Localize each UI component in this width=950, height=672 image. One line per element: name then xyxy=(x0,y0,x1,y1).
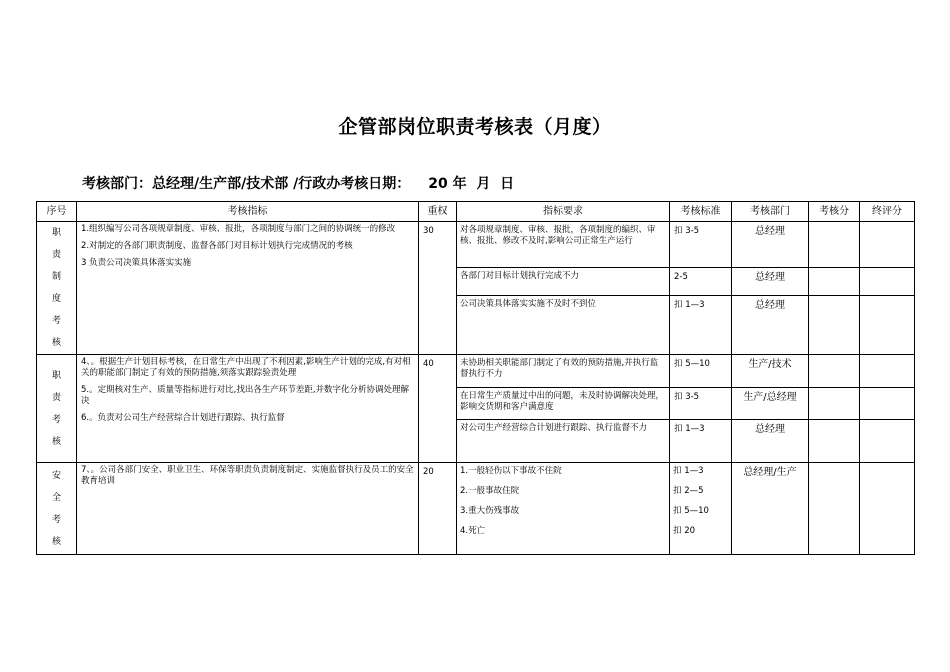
dept-cell: 总经理 xyxy=(732,420,809,463)
requirement-cell: 在日常生产质量过中出的问题，未及时协调解决处理，影响交货期和客户满意度 xyxy=(457,388,670,420)
month-label: 月 xyxy=(476,176,491,192)
requirement-cell: 公司决策具体落实实施不及时不到位 xyxy=(457,296,670,355)
standard-cell: 扣 5—10 xyxy=(670,355,732,388)
final-score-cell[interactable] xyxy=(860,296,915,355)
category-cell: 职 责 考 核 xyxy=(37,355,77,463)
score-cell[interactable] xyxy=(809,388,860,420)
page-title: 企管部岗位职责考核表（月度） xyxy=(338,116,612,138)
score-cell[interactable] xyxy=(809,296,860,355)
requirement-cell: 各部门对目标计划执行完成不力 xyxy=(457,268,670,296)
table-row xyxy=(37,222,915,268)
weight-cell: 20 xyxy=(419,463,457,555)
table-row xyxy=(37,355,915,388)
col-header: 终评分 xyxy=(860,202,915,222)
col-header: 考核指标 xyxy=(77,202,419,222)
score-cell[interactable] xyxy=(809,463,860,555)
col-header: 序号 xyxy=(37,202,77,222)
dept-cell: 总经理 xyxy=(732,222,809,268)
indicator-cell: 1.组织编写公司各项规章制度、审核、报批，各项制度与部门之间的协调统一的修改 2.对制定的各部门职责制度、监督各部门对目标计划执行完成情况的考核 3 负责公司决策具体落实实施 xyxy=(77,222,419,355)
dept-cell: 生产/总经理 xyxy=(732,388,809,420)
score-cell[interactable] xyxy=(809,355,860,388)
final-score-cell[interactable] xyxy=(860,420,915,463)
dept-cell: 生产/技术 xyxy=(732,355,809,388)
final-score-cell[interactable] xyxy=(860,388,915,420)
standard-list-cell: 扣 1—3 扣 2—5 扣 5—10 扣 20 xyxy=(670,463,732,555)
indicator-cell: 7、。公司各部门安全、职业卫生、环保等职责负责制度制定、实施监督执行及员工的安全教育培训 xyxy=(77,463,419,555)
standard-cell: 扣 1—3 xyxy=(670,420,732,463)
final-score-cell[interactable] xyxy=(860,355,915,388)
weight-cell: 40 xyxy=(419,355,457,463)
category-cell: 安 全 考 核 xyxy=(37,463,77,555)
requirement-cell: 未协助相关职能部门制定了有效的预防措施,并执行监督执行不力 xyxy=(457,355,670,388)
category-cell: 职 责 制 度 考 核 xyxy=(37,222,77,355)
final-score-cell[interactable] xyxy=(860,222,915,268)
requirement-list-cell: 1.一般轻伤以下事故不住院 2.一般事故住院 3.重大伤残事故 4.死亡 xyxy=(457,463,670,555)
dept-cell: 总经理 xyxy=(732,296,809,355)
dept-cell: 总经理 xyxy=(732,268,809,296)
assessment-table xyxy=(36,201,915,555)
col-header: 考核部门 xyxy=(732,202,809,222)
score-cell[interactable] xyxy=(809,268,860,296)
final-score-cell[interactable] xyxy=(860,463,915,555)
col-header: 考核标准 xyxy=(670,202,732,222)
standard-cell: 扣 3-5 xyxy=(670,222,732,268)
score-cell[interactable] xyxy=(809,420,860,463)
standard-cell: 2-5 xyxy=(670,268,732,296)
col-header: 指标要求 xyxy=(457,202,670,222)
requirement-cell: 对公司生产经营综合计划进行跟踪、执行监督不力 xyxy=(457,420,670,463)
standard-cell: 扣 1—3 xyxy=(670,296,732,355)
table-row xyxy=(37,463,915,555)
dept-cell: 总经理/生产 xyxy=(732,463,809,555)
requirement-cell: 对各项规章制度、审核、报批，各项制度的编织、审核、报批、修改不及时,影响公司正常生产运行 xyxy=(457,222,670,268)
header-row xyxy=(37,202,915,222)
final-score-cell[interactable] xyxy=(860,268,915,296)
year-label: 20 年 xyxy=(428,176,467,192)
score-cell[interactable] xyxy=(809,222,860,268)
day-label: 日 xyxy=(500,176,515,192)
indicator-cell: 4、。根据生产计划目标考核，在日常生产中出现了不利因素,影响生产计划的完成,有对相关的职能部门制定了有效的预防措施,须落实跟踪验责处理 5.。定期核对生产、质量等指标进行对比,找出各生产环节差距,并数字化分析协调处理解决 6.。负责对公司生产经营综合计划进行跟踪、执行监督 xyxy=(77,355,419,463)
header-line xyxy=(82,173,514,193)
standard-cell: 扣 3-5 xyxy=(670,388,732,420)
col-header: 考核分 xyxy=(809,202,860,222)
col-header: 重权 xyxy=(419,202,457,222)
weight-cell: 30 xyxy=(419,222,457,355)
dept-label: 考核部门：总经理/生产部/技术部 /行政办考核日期： xyxy=(82,176,411,192)
